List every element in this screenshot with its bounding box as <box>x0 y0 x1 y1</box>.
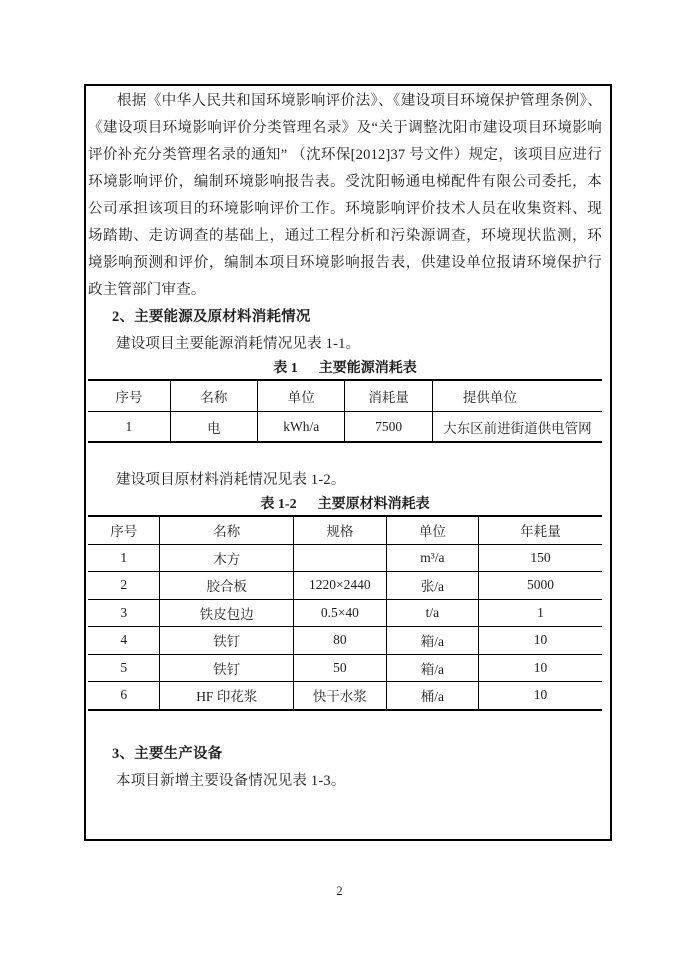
table-cell: 4 <box>88 627 160 655</box>
content-frame <box>84 84 612 841</box>
energy-table-caption-label: 表 1 <box>273 361 298 376</box>
column-header: 提供单位 <box>432 380 602 412</box>
table-row <box>88 654 602 682</box>
table-cell: t/a <box>386 599 479 627</box>
column-header: 单位 <box>258 380 345 412</box>
table-cell: 150 <box>479 544 602 572</box>
table-cell: 2 <box>88 572 160 600</box>
table-cell: 7500 <box>345 412 432 443</box>
energy-table-caption-title: 主要能源消耗表 <box>318 361 417 376</box>
table-cell: 电 <box>170 412 257 443</box>
materials-table-caption-label: 表 1-2 <box>260 497 297 512</box>
table-cell: 张/a <box>386 572 479 600</box>
table-cell: 1220×2440 <box>294 572 387 600</box>
column-header: 名称 <box>160 516 294 544</box>
section-3-heading: 3、主要生产设备 <box>112 745 223 762</box>
table-cell: 铁钉 <box>160 654 294 682</box>
energy-consumption-table <box>88 379 602 443</box>
table-cell: 3 <box>88 599 160 627</box>
table-cell: 10 <box>479 627 602 655</box>
table-cell: kWh/a <box>258 412 345 443</box>
table-cell: 桶/a <box>386 682 479 710</box>
table-cell: 80 <box>294 627 387 655</box>
table-cell: 6 <box>88 682 160 710</box>
column-header: 序号 <box>88 516 160 544</box>
table-cell: 1 <box>479 599 602 627</box>
intro-paragraph: 根据《中华人民共和国环境影响评价法》、《建设项目环境保护管理条例》、《建设项目环境影响评价分类管理名录》及“关于调整沈阳市建设项目环境影响评价补充分类管理名录的通知” （沈环保[2012]37 号文件）规定，该项目应进行环境影响评价，编制环境影响报告表。受沈阳畅通电梯配件有限公司委托，本公司承担该项目的环境影响评价工作。环境影响评价技术人员在收集资料、现场踏勘、走访调查的基础上，通过工程分析和污染源调查，环境现状监测，环境影响预测和评价，编制本项目环境影响报告表，供建设单位报请环境保护行政主管部门审查。 <box>88 93 602 298</box>
table-row <box>88 599 602 627</box>
table-cell: 铁皮包边 <box>160 599 294 627</box>
table-row <box>88 627 602 655</box>
table-header-row <box>88 380 602 412</box>
table-cell: 箱/a <box>386 654 479 682</box>
column-header: 名称 <box>170 380 257 412</box>
table-row <box>88 544 602 572</box>
table-row <box>88 682 602 710</box>
raw-materials-table <box>88 515 602 711</box>
table-cell: 大东区前进街道供电管网 <box>432 412 602 443</box>
table-cell: 铁钉 <box>160 627 294 655</box>
table-cell: 50 <box>294 654 387 682</box>
column-header: 规格 <box>294 516 387 544</box>
energy-table-lead-text: 建设项目主要能源消耗情况见表 1-1。 <box>116 336 361 352</box>
table-cell: 1 <box>88 412 170 443</box>
table-cell: m³/a <box>386 544 479 572</box>
table-cell: 快干水浆 <box>294 682 387 710</box>
table-cell <box>294 544 387 572</box>
page-number: 2 <box>336 884 343 898</box>
table-cell: 10 <box>479 682 602 710</box>
table-cell: 胶合板 <box>160 572 294 600</box>
energy-table-caption <box>88 358 602 379</box>
table-cell: 0.5×40 <box>294 599 387 627</box>
materials-table-lead-text: 建设项目原材料消耗情况见表 1-2。 <box>116 472 346 488</box>
section-2-heading: 2、主要能源及原材料消耗情况 <box>112 309 311 325</box>
table-row <box>88 412 602 443</box>
column-header: 消耗量 <box>345 380 432 412</box>
table-cell: 箱/a <box>386 627 479 655</box>
table-cell: HF 印花浆 <box>160 682 294 710</box>
column-header: 序号 <box>88 380 170 412</box>
materials-table-caption-title: 主要原材料消耗表 <box>317 497 430 512</box>
materials-table-caption <box>88 494 602 515</box>
column-header: 年耗量 <box>479 516 602 544</box>
column-header: 单位 <box>386 516 479 544</box>
table-row <box>88 572 602 600</box>
table-cell: 5 <box>88 654 160 682</box>
table-cell: 5000 <box>479 572 602 600</box>
table-cell: 木方 <box>160 544 294 572</box>
table-header-row <box>88 516 602 544</box>
table-cell: 10 <box>479 654 602 682</box>
equipment-lead-text: 本项目新增主要设备情况见表 1-3。 <box>116 772 346 789</box>
table-cell: 1 <box>88 544 160 572</box>
